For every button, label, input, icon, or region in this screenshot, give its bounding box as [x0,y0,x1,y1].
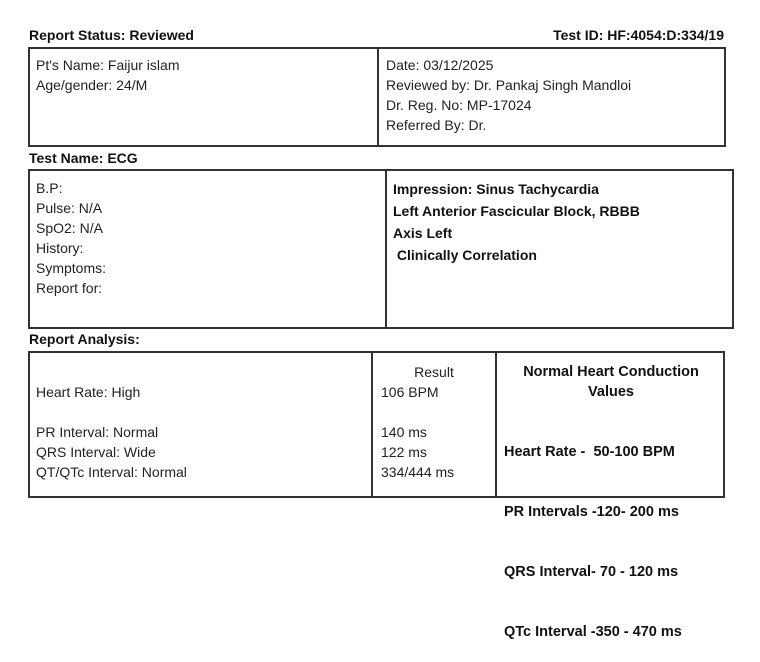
impression-line-1: Impression: Sinus Tachycardia [393,181,599,197]
result-qrs: 122 ms [381,444,427,460]
result-pr: 140 ms [381,424,427,440]
analysis-labels [36,422,187,482]
normal-hr: Heart Rate - 50-100 BPM [504,444,675,460]
analysis-label-hr: Heart Rate: High [36,384,141,400]
normal-pr: PR Intervals -120- 200 ms [504,504,679,520]
vital-bp: B.P: [36,180,63,196]
normal-qrs: QRS Interval- 70 - 120 ms [504,564,679,580]
normal-values-title-2: Values [588,384,634,400]
report-status: Report Status: Reviewed [29,27,194,43]
vital-pulse: Pulse: N/A [36,200,103,216]
result-header: Result [414,364,454,380]
divider [385,169,387,329]
normal-values-title-1: Normal Heart Conduction [523,364,699,380]
report-analysis-title: Report Analysis: [29,331,140,347]
divider [377,47,379,147]
analysis-label-pr: PR Interval: Normal [36,424,159,440]
report-meta [386,55,631,135]
impression-line-2: Left Anterior Fascicular Block, RBBB [393,203,640,219]
normal-values-list [504,402,682,662]
impression-line-4: Clinically Correlation [393,247,537,263]
vital-symptoms: Symptoms: [36,260,107,276]
vital-spo2: SpO2: N/A [36,220,103,236]
patient-name: Pt's Name: Faijur islam [36,57,180,73]
patient-details [36,55,179,95]
vital-report-for: Report for: [36,280,103,296]
report-date: Date: 03/12/2025 [386,57,494,73]
referred-by: Referred By: Dr. [386,117,487,133]
test-name: Test Name: ECG [29,150,138,166]
impression-line-3: Axis Left [393,225,453,241]
test-id: Test ID: HF:4054:D:334/19 [553,27,724,43]
analysis-label-qrs: QRS Interval: Wide [36,444,156,460]
patient-age-gender: Age/gender: 24/M [36,77,148,93]
analysis-label-qt: QT/QTc Interval: Normal [36,464,187,480]
doctor-reg-no: Dr. Reg. No: MP-17024 [386,97,532,113]
result-qt: 334/444 ms [381,464,455,480]
normal-values-title [497,362,725,402]
vitals-list [36,178,106,298]
vital-history: History: [36,240,84,256]
normal-qtc: QTc Interval -350 - 470 ms [504,624,682,640]
impression-block [393,178,640,266]
result-hr: 106 BPM [381,384,439,400]
analysis-results [381,422,454,482]
reviewed-by: Reviewed by: Dr. Pankaj Singh Mandloi [386,77,632,93]
